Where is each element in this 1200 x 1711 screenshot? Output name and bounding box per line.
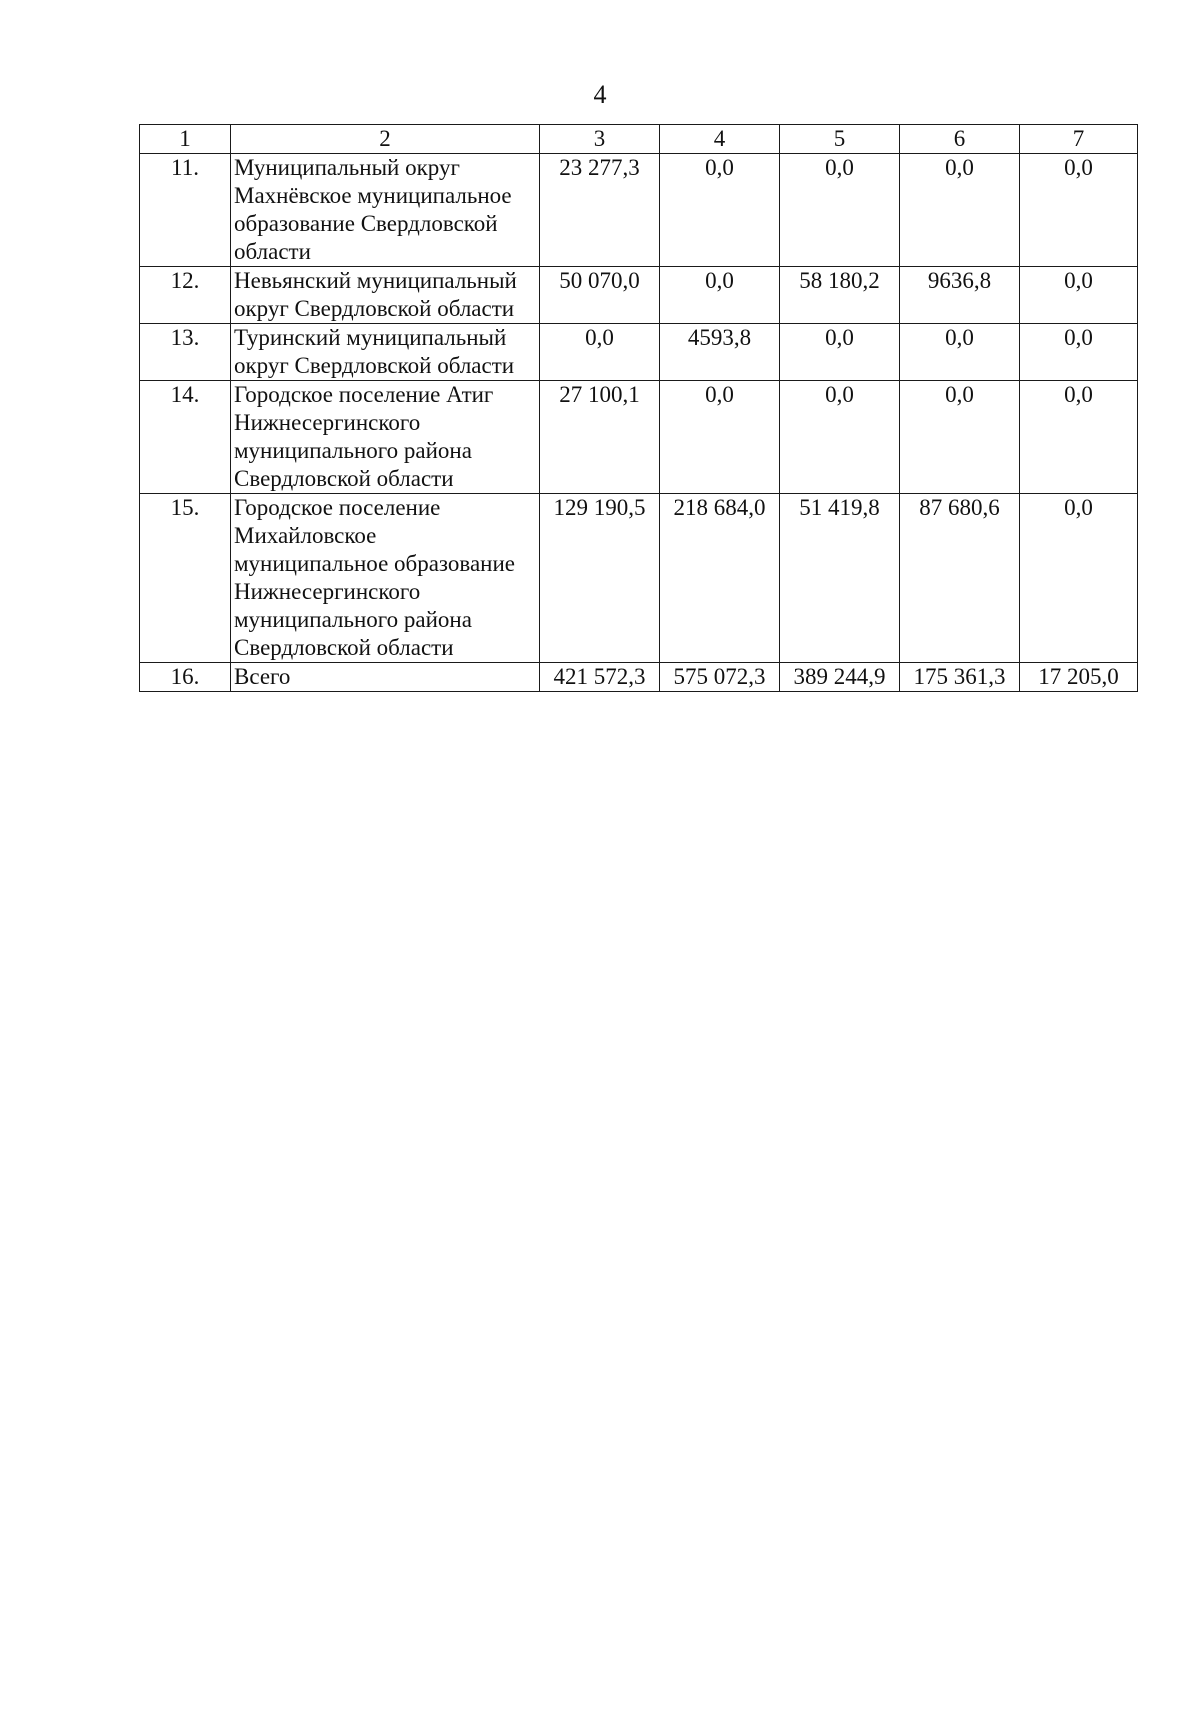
row-value: 175 361,3 <box>900 663 1020 692</box>
row-value: 129 190,5 <box>540 494 660 663</box>
table-row <box>140 154 1138 267</box>
row-value: 421 572,3 <box>540 663 660 692</box>
row-value: 17 205,0 <box>1020 663 1138 692</box>
column-header: 2 <box>231 125 540 154</box>
table-header-row <box>140 125 1138 154</box>
row-value: 0,0 <box>1020 267 1138 324</box>
row-value: 87 680,6 <box>900 494 1020 663</box>
row-name: Городское поселение Михайловское муниципальное образование Нижнесергинского муниципального района Свердловской области <box>231 494 540 663</box>
row-value: 0,0 <box>780 154 900 267</box>
row-value: 51 419,8 <box>780 494 900 663</box>
municipal-funding-table <box>139 124 1138 692</box>
row-value: 27 100,1 <box>540 381 660 494</box>
row-number: 12. <box>140 267 231 324</box>
column-header: 4 <box>660 125 780 154</box>
table-row <box>140 324 1138 381</box>
row-number: 13. <box>140 324 231 381</box>
row-value: 0,0 <box>540 324 660 381</box>
row-value: 9636,8 <box>900 267 1020 324</box>
table-row <box>140 494 1138 663</box>
row-name: Муниципальный округ Махнёвское муниципальное образование Свердловской области <box>231 154 540 267</box>
row-value: 50 070,0 <box>540 267 660 324</box>
row-value: 4593,8 <box>660 324 780 381</box>
column-header: 6 <box>900 125 1020 154</box>
row-value: 389 244,9 <box>780 663 900 692</box>
column-header: 5 <box>780 125 900 154</box>
row-value: 0,0 <box>660 154 780 267</box>
row-value: 575 072,3 <box>660 663 780 692</box>
row-value: 58 180,2 <box>780 267 900 324</box>
row-value: 0,0 <box>900 381 1020 494</box>
row-value: 0,0 <box>900 154 1020 267</box>
row-value: 0,0 <box>1020 324 1138 381</box>
row-number: 15. <box>140 494 231 663</box>
row-name: Невьянский муниципальный округ Свердловской области <box>231 267 540 324</box>
row-value: 23 277,3 <box>540 154 660 267</box>
row-number: 16. <box>140 663 231 692</box>
row-value: 0,0 <box>1020 154 1138 267</box>
row-name: Всего <box>231 663 540 692</box>
row-value: 0,0 <box>660 267 780 324</box>
row-name: Городское поселение Атиг Нижнесергинского муниципального района Свердловской области <box>231 381 540 494</box>
row-value: 0,0 <box>780 381 900 494</box>
row-value: 0,0 <box>1020 381 1138 494</box>
column-header: 3 <box>540 125 660 154</box>
row-value: 218 684,0 <box>660 494 780 663</box>
row-value: 0,0 <box>780 324 900 381</box>
row-name: Туринский муниципальный округ Свердловской области <box>231 324 540 381</box>
column-header: 1 <box>140 125 231 154</box>
row-number: 11. <box>140 154 231 267</box>
row-value: 0,0 <box>900 324 1020 381</box>
row-value: 0,0 <box>660 381 780 494</box>
table-row-total <box>140 663 1138 692</box>
row-value: 0,0 <box>1020 494 1138 663</box>
table-row <box>140 381 1138 494</box>
column-header: 7 <box>1020 125 1138 154</box>
page-number: 4 <box>593 80 607 109</box>
table-row <box>140 267 1138 324</box>
row-number: 14. <box>140 381 231 494</box>
